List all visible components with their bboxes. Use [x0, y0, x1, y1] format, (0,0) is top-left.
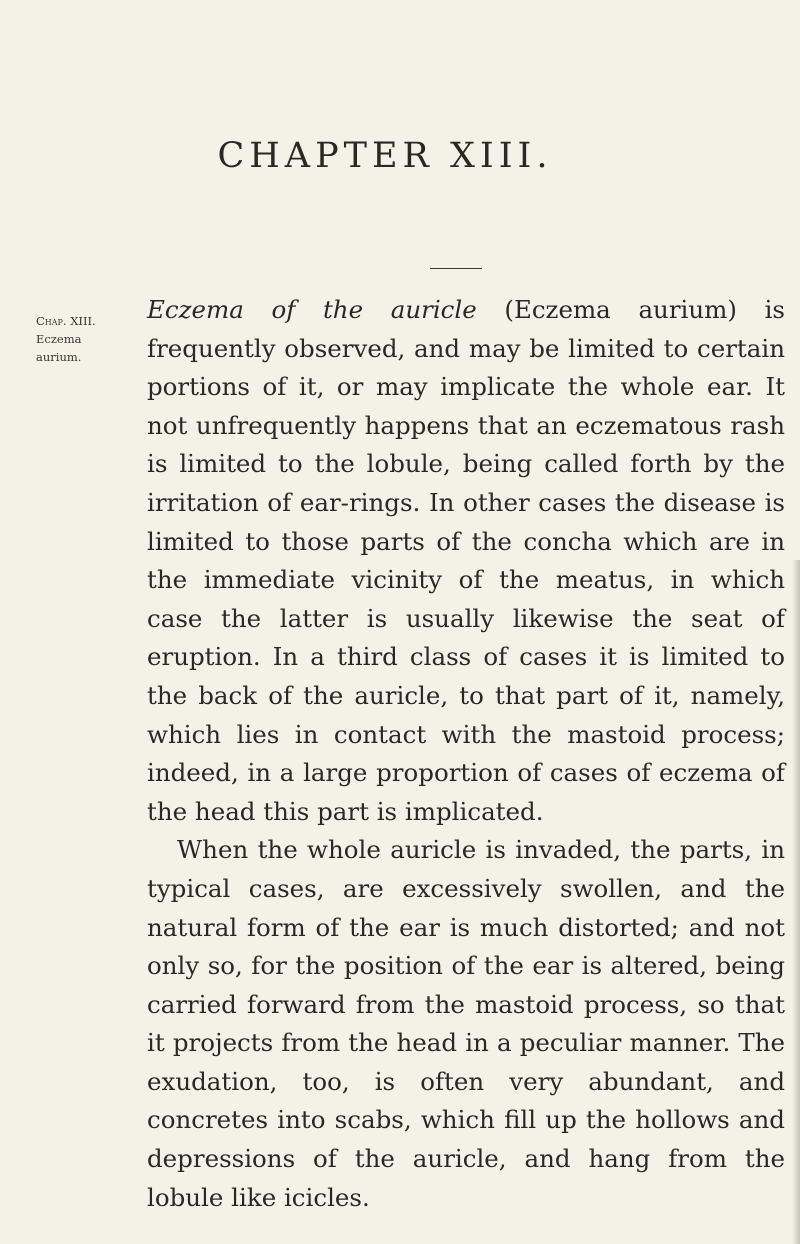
lead-italic-phrase: Eczema of the auricle — [147, 295, 477, 324]
paragraph-1 — [147, 291, 785, 831]
chapter-title: CHAPTER XIII. — [217, 136, 553, 176]
page-edge-shadow — [792, 560, 800, 1244]
paragraph-1-text: (Eczema aurium) is frequently observed, and may be limited to certain portions of it, or may implicate the whole ear. It not unfrequently happens that an eczematous rash is limited to the lobule, being called forth by the irritation of ear-rings. In other cases the disease is limited to those parts of the concha which are in the immediate vicinity of the meatus, in which case the latter is usually likewise the seat of eruption. In a third class of cases it is limited to the back of the auricle, to that part of it, namely, which lies in contact with the mastoid process; indeed, in a large proportion of cases of eczema of the head this part is implicated. — [147, 295, 785, 826]
margin-note-topic: Eczema aurium. — [36, 332, 82, 364]
margin-note-chapter: Chap. XIII. — [36, 314, 96, 328]
paragraph-2: When the whole auricle is invaded, the parts, in typical cases, are excessively swollen, and the natural form of the ear is much distorted; and not only so, for the position of the ear is altered, being carried forward from the mastoid process, so that it projects from the head in a peculiar manner. The exudation, too, is often very abundant, and concretes into scabs, which fill up the hollows and depressions of the auricle, and hang from the lobule like icicles. — [147, 835, 785, 1212]
title-rule — [430, 268, 482, 269]
body-text — [147, 291, 785, 1217]
margin-note — [36, 312, 126, 366]
